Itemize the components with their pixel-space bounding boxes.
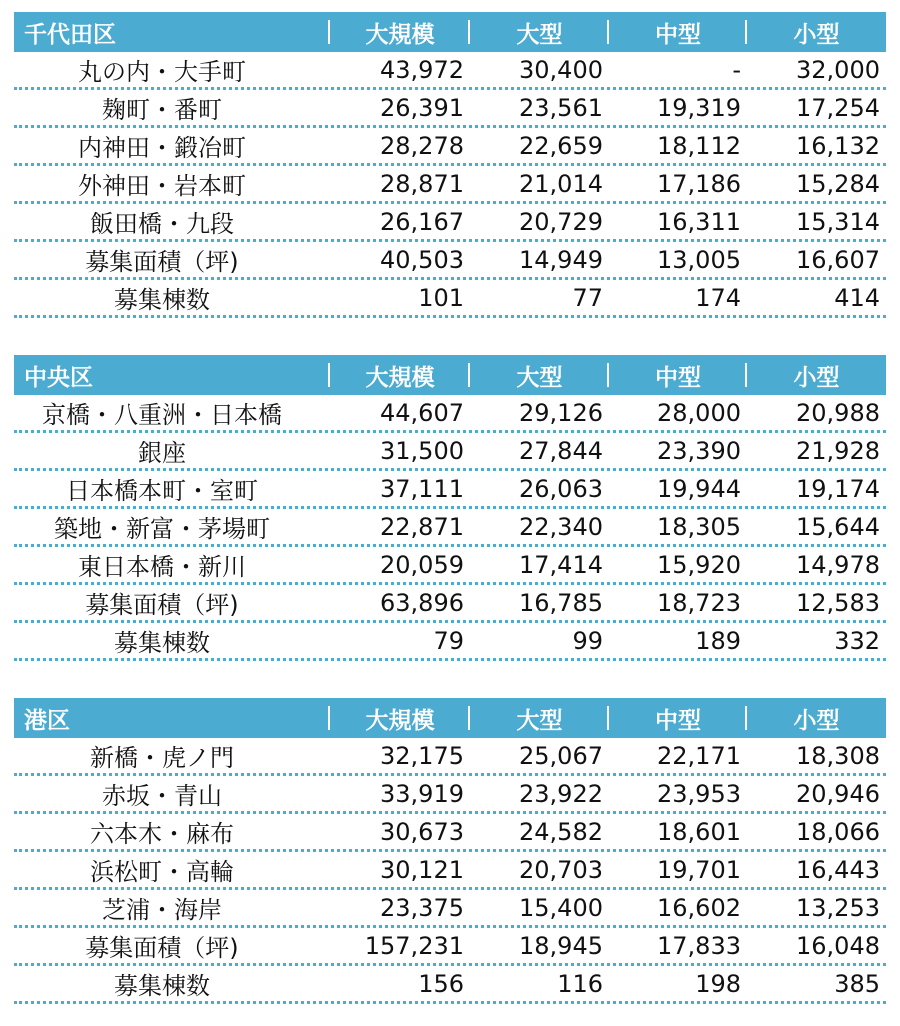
value-ogata: 23,922 [519, 779, 603, 808]
value-ogata: 16,785 [519, 588, 603, 617]
value-ogata: 21,014 [519, 169, 603, 198]
value-kogata: 19,174 [796, 474, 880, 503]
value-chugata: 28,000 [657, 398, 741, 427]
value-ogata: 20,703 [519, 855, 603, 884]
value-daikibo: 30,673 [380, 817, 464, 846]
value-chugata: 19,319 [657, 93, 741, 122]
value-chugata: 198 [695, 969, 741, 998]
value-chugata: - [732, 55, 741, 84]
row-label: 内神田・鍛冶町 [78, 134, 246, 162]
district-name: 中央区 [14, 355, 330, 395]
table-row [14, 814, 886, 852]
row-label: 丸の内・大手町 [78, 58, 246, 86]
value-kogata: 12,583 [796, 588, 880, 617]
value-chugata: 19,701 [657, 855, 741, 884]
value-daikibo: 28,278 [380, 131, 464, 160]
row-label: 募集面積（坪) [85, 934, 239, 962]
table-header [14, 355, 886, 395]
table-row-building-count [14, 280, 886, 318]
column-header-ogata: 大型 [470, 698, 609, 738]
column-header-ogata: 大型 [470, 12, 609, 52]
value-kogata: 16,443 [796, 855, 880, 884]
row-label: 東日本橋・新川 [78, 553, 246, 581]
value-kogata: 18,066 [796, 817, 880, 846]
table-row [14, 471, 886, 509]
value-ogata: 22,659 [519, 131, 603, 160]
table-row-area [14, 585, 886, 623]
value-daikibo: 79 [433, 626, 464, 655]
value-ogata: 27,844 [519, 436, 603, 465]
value-daikibo: 156 [418, 969, 464, 998]
value-chugata: 189 [695, 626, 741, 655]
district-name: 千代田区 [14, 12, 330, 52]
table-row [14, 776, 886, 814]
row-label: 銀座 [138, 439, 186, 467]
value-kogata: 20,946 [796, 779, 880, 808]
value-chugata: 23,390 [657, 436, 741, 465]
value-daikibo: 26,391 [380, 93, 464, 122]
table-header [14, 12, 886, 52]
value-chugata: 18,601 [657, 817, 741, 846]
value-ogata: 18,945 [519, 931, 603, 960]
value-chugata: 16,602 [657, 893, 741, 922]
row-label: 新橋・虎ノ門 [90, 744, 234, 772]
row-label: 飯田橋・九段 [90, 210, 234, 238]
row-label: 赤坂・青山 [102, 782, 222, 810]
value-kogata: 16,607 [796, 245, 880, 274]
value-daikibo: 63,896 [380, 588, 464, 617]
column-header-chugata: 中型 [609, 698, 747, 738]
value-chugata: 18,112 [657, 131, 741, 160]
table-row [14, 509, 886, 547]
value-kogata: 332 [834, 626, 880, 655]
table-row [14, 890, 886, 928]
value-chugata: 19,944 [657, 474, 741, 503]
district-table-chiyoda [14, 12, 886, 318]
value-kogata: 15,644 [796, 512, 880, 541]
value-ogata: 29,126 [519, 398, 603, 427]
column-header-kogata: 小型 [793, 707, 840, 734]
value-chugata: 23,953 [657, 779, 741, 808]
value-kogata: 32,000 [796, 55, 880, 84]
value-kogata: 17,254 [796, 93, 880, 122]
value-daikibo: 20,059 [380, 550, 464, 579]
value-kogata: 20,988 [796, 398, 880, 427]
value-ogata: 14,949 [519, 245, 603, 274]
column-header-kogata: 小型 [793, 364, 840, 391]
column-header-ogata: 大型 [470, 355, 609, 395]
value-kogata: 14,978 [796, 550, 880, 579]
table-row [14, 547, 886, 585]
value-ogata: 20,729 [519, 207, 603, 236]
value-daikibo: 26,167 [380, 207, 464, 236]
column-header-daikibo: 大規模 [330, 355, 470, 395]
value-chugata: 17,833 [657, 931, 741, 960]
value-kogata: 15,284 [796, 169, 880, 198]
row-label: 募集棟数 [114, 286, 210, 314]
value-chugata: 174 [695, 283, 741, 312]
column-header-chugata: 中型 [609, 355, 747, 395]
value-daikibo: 101 [418, 283, 464, 312]
table-row-building-count [14, 623, 886, 661]
value-daikibo: 28,871 [380, 169, 464, 198]
value-ogata: 17,414 [519, 550, 603, 579]
value-chugata: 16,311 [657, 207, 741, 236]
table-header [14, 698, 886, 738]
value-daikibo: 157,231 [364, 931, 464, 960]
value-ogata: 30,400 [519, 55, 603, 84]
row-label: 麹町・番町 [102, 96, 222, 124]
value-kogata: 15,314 [796, 207, 880, 236]
value-kogata: 13,253 [796, 893, 880, 922]
row-label: 募集棟数 [114, 972, 210, 1000]
value-daikibo: 33,919 [380, 779, 464, 808]
column-header-daikibo: 大規模 [330, 698, 470, 738]
table-row [14, 128, 886, 166]
column-header-chugata: 中型 [609, 12, 747, 52]
value-kogata: 16,132 [796, 131, 880, 160]
value-kogata: 385 [834, 969, 880, 998]
table-row-area [14, 928, 886, 966]
column-header-kogata: 小型 [793, 21, 840, 48]
district-table-minato [14, 698, 886, 1004]
value-chugata: 15,920 [657, 550, 741, 579]
table-row [14, 852, 886, 890]
value-ogata: 26,063 [519, 474, 603, 503]
value-chugata: 22,171 [657, 741, 741, 770]
column-header-daikibo: 大規模 [330, 12, 470, 52]
table-row-building-count [14, 966, 886, 1004]
value-daikibo: 40,503 [380, 245, 464, 274]
table-row [14, 52, 886, 90]
row-label: 募集面積（坪) [85, 591, 239, 619]
row-label: 築地・新富・茅場町 [54, 515, 270, 543]
value-daikibo: 37,111 [380, 474, 464, 503]
table-row [14, 395, 886, 433]
value-kogata: 18,308 [796, 741, 880, 770]
value-daikibo: 43,972 [380, 55, 464, 84]
value-ogata: 22,340 [519, 512, 603, 541]
row-label: 芝浦・海岸 [102, 896, 222, 924]
value-daikibo: 44,607 [380, 398, 464, 427]
row-label: 募集棟数 [114, 629, 210, 657]
row-label: 京橋・八重洲・日本橋 [42, 401, 282, 429]
value-ogata: 25,067 [519, 741, 603, 770]
table-row [14, 204, 886, 242]
table-row [14, 738, 886, 776]
district-table-chuo [14, 355, 886, 661]
value-ogata: 23,561 [519, 93, 603, 122]
value-daikibo: 22,871 [380, 512, 464, 541]
value-kogata: 21,928 [796, 436, 880, 465]
value-daikibo: 31,500 [380, 436, 464, 465]
row-label: 浜松町・高輪 [90, 858, 234, 886]
value-ogata: 99 [572, 626, 603, 655]
row-label: 日本橋本町・室町 [66, 477, 258, 505]
value-daikibo: 30,121 [380, 855, 464, 884]
value-ogata: 77 [572, 283, 603, 312]
value-kogata: 16,048 [796, 931, 880, 960]
value-chugata: 13,005 [657, 245, 741, 274]
value-ogata: 15,400 [519, 893, 603, 922]
value-chugata: 18,723 [657, 588, 741, 617]
table-row [14, 433, 886, 471]
value-chugata: 18,305 [657, 512, 741, 541]
row-label: 外神田・岩本町 [78, 172, 246, 200]
value-daikibo: 23,375 [380, 893, 464, 922]
value-daikibo: 32,175 [380, 741, 464, 770]
value-ogata: 116 [557, 969, 603, 998]
table-row-area [14, 242, 886, 280]
row-label: 募集面積（坪) [85, 248, 239, 276]
row-label: 六本木・麻布 [90, 820, 234, 848]
table-row [14, 166, 886, 204]
district-name: 港区 [14, 698, 330, 738]
table-row [14, 90, 886, 128]
value-kogata: 414 [834, 283, 880, 312]
value-chugata: 17,186 [657, 169, 741, 198]
value-ogata: 24,582 [519, 817, 603, 846]
